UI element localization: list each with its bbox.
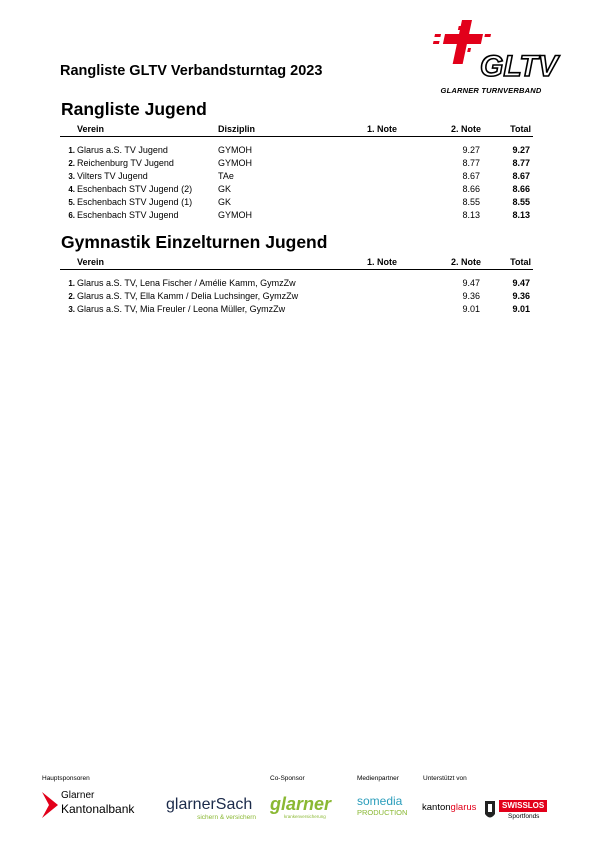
somedia-production: PRODUCTION [357, 808, 408, 817]
table-row [60, 170, 533, 183]
verein: Eschenbach STV Jugend (1) [77, 197, 193, 207]
label-unterstuetzt: Unterstützt von [423, 775, 467, 782]
disziplin: GYMOH [218, 145, 253, 155]
disziplin: GYMOH [218, 210, 253, 220]
note2: 8.55 [462, 197, 480, 207]
header-disziplin: Disziplin [218, 124, 256, 134]
header-total: Total [510, 257, 531, 267]
sponsor-glarner-kantonalbank [42, 790, 160, 824]
gkb-name-line2: Kantonalbank [61, 802, 135, 816]
sponsor-glarner-krankenversicherung [270, 794, 350, 824]
rank: 2. [68, 292, 75, 301]
rank: 1. [68, 279, 75, 288]
table-row [60, 277, 533, 290]
total: 8.55 [512, 197, 530, 207]
kanton-glarus-label: glarus [450, 802, 477, 813]
sponsor-somedia [357, 795, 415, 823]
label-medienpartner: Medienpartner [357, 775, 399, 782]
note2: 9.47 [462, 278, 480, 288]
total: 8.67 [512, 171, 530, 181]
gkb-name-line1: Glarner [61, 790, 95, 801]
total: 8.77 [512, 158, 530, 168]
note2: 8.67 [462, 171, 480, 181]
gkb-logo-icon [42, 792, 58, 818]
header-note2: 2. Note [450, 257, 481, 267]
table-row [60, 290, 533, 303]
disziplin: TAe [218, 171, 234, 181]
total: 8.66 [512, 184, 530, 194]
header-total: Total [510, 124, 531, 134]
rank: 1. [68, 146, 75, 155]
table-row [60, 209, 533, 222]
verein: Eschenbach STV Jugend (2) [77, 184, 193, 194]
verein: Reichenburg TV Jugend [77, 158, 174, 168]
table-row [60, 183, 533, 196]
glarner-kk-name: glarner [270, 794, 332, 814]
table-body [60, 277, 533, 316]
table-header [60, 123, 533, 137]
table-body [60, 144, 533, 222]
label-hauptsponsoren: Hauptsponsoren [42, 775, 90, 782]
note2: 9.27 [462, 145, 480, 155]
rank: 2. [68, 159, 75, 168]
gltv-logo [436, 20, 558, 98]
rank: 3. [68, 172, 75, 181]
swisslos-name: SWISSLOS [499, 800, 547, 812]
gltv-cross-icon [436, 20, 558, 86]
header-note2: 2. Note [450, 124, 481, 134]
note2: 9.36 [462, 291, 480, 301]
section-title: Rangliste Jugend [61, 99, 207, 119]
glarnersach-name: glarnerSach [166, 796, 253, 813]
glarner-kk-tagline: krankenversicherung [284, 814, 326, 819]
somedia-name: somedia [357, 794, 403, 808]
rank: 3. [68, 305, 75, 314]
table-row [60, 144, 533, 157]
table-row [60, 196, 533, 209]
disziplin: GK [218, 197, 232, 207]
verein: Glarus a.S. TV, Mia Freuler / Leona Müller, GymzZw [77, 304, 286, 314]
total: 9.01 [512, 304, 530, 314]
label-cosponsor: Co-Sponsor [270, 775, 305, 782]
sponsor-swisslos [484, 800, 556, 826]
logo-wordmark: GLTV [480, 50, 558, 83]
table-header [60, 256, 533, 270]
section-gymnastik-einzelturnen-jugend [60, 232, 533, 316]
glarus-crest-icon [484, 800, 496, 822]
verein: Vilters TV Jugend [77, 171, 148, 181]
total: 8.13 [512, 210, 530, 220]
rank: 6. [68, 211, 75, 220]
total: 9.36 [512, 291, 530, 301]
verein: Glarus a.S. TV, Ella Kamm / Delia Luchsinger, GymzZw [77, 291, 299, 301]
header-note1: 1. Note [367, 257, 398, 267]
note2: 9.01 [462, 304, 480, 314]
table-row [60, 303, 533, 316]
document-title: Rangliste GLTV Verbandsturntag 2023 [60, 63, 323, 79]
table-row [60, 157, 533, 170]
kanton-label: kanton [422, 802, 451, 813]
header-verein: Verein [77, 124, 105, 134]
verein: Glarus a.S. TV, Lena Fischer / Amélie Kamm, GymzZw [77, 278, 296, 288]
swisslos-sportfonds: Sportfonds [508, 813, 540, 820]
note2: 8.66 [462, 184, 480, 194]
verein: Eschenbach STV Jugend [77, 210, 179, 220]
total: 9.27 [512, 145, 530, 155]
header-verein: Verein [77, 257, 105, 267]
rank: 5. [68, 198, 75, 207]
glarnersach-tagline: sichern & versichern [197, 814, 256, 821]
section-title: Gymnastik Einzelturnen Jugend [61, 232, 328, 252]
note2: 8.77 [462, 158, 480, 168]
disziplin: GYMOH [218, 158, 253, 168]
sponsor-kanton-glarus [422, 802, 484, 816]
note2: 8.13 [462, 210, 480, 220]
verein: Glarus a.S. TV Jugend [77, 145, 168, 155]
disziplin: GK [218, 184, 232, 194]
rank: 4. [68, 185, 75, 194]
section-rangliste-jugend [60, 99, 533, 222]
logo-subtitle: GLARNER TURNVERBAND [440, 86, 542, 95]
sponsor-glarnersach [166, 796, 262, 826]
total: 9.47 [512, 278, 530, 288]
header-note1: 1. Note [367, 124, 398, 134]
